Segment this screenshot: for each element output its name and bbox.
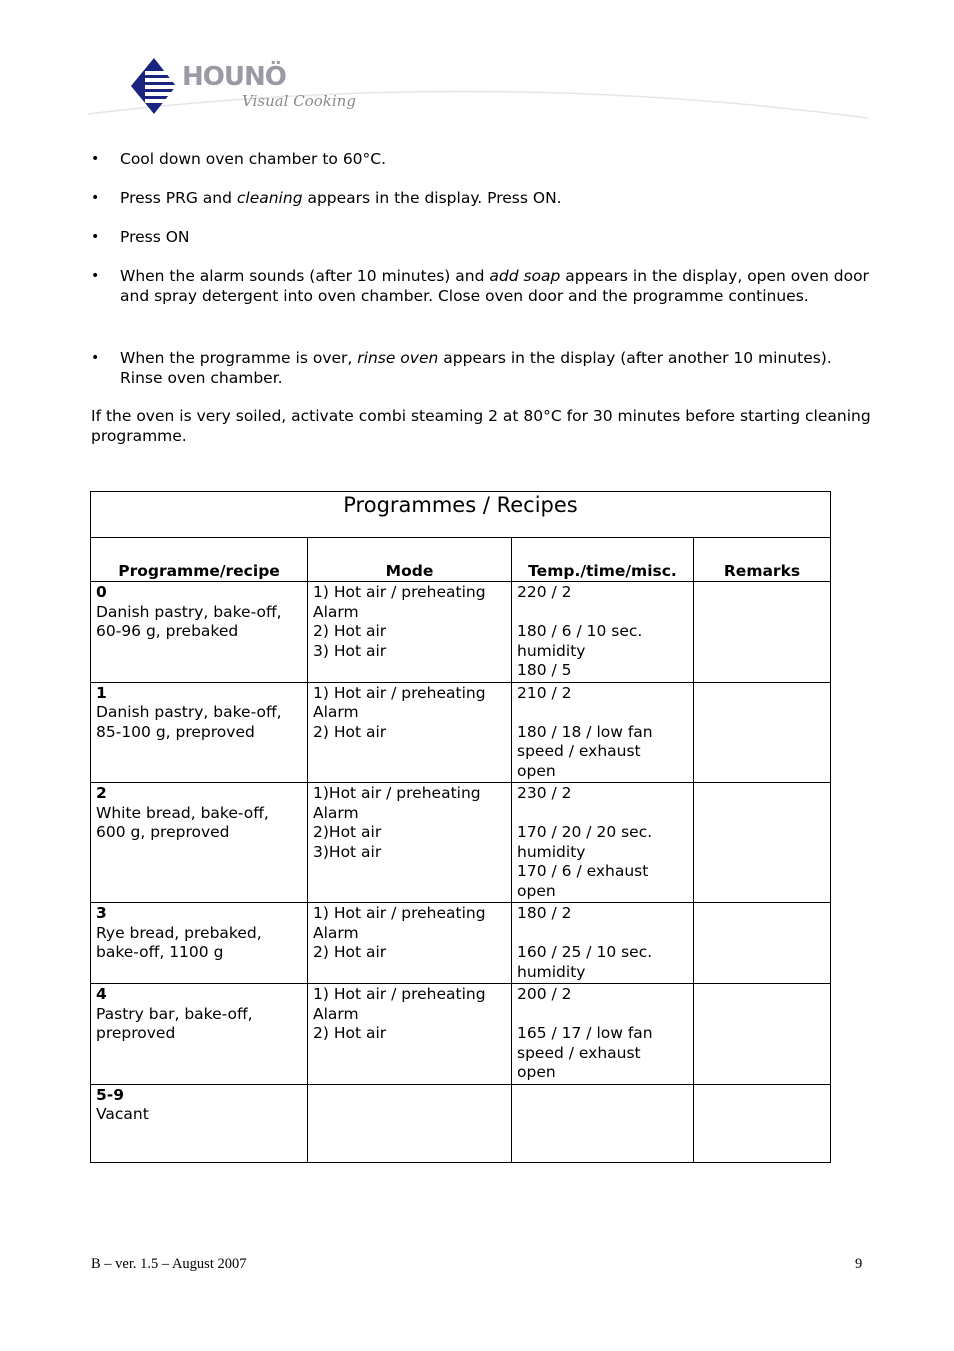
table-row (91, 682, 831, 783)
step-text: appears in the display, open oven door and spray detergent into oven chamber. Close oven door and the programme continues. (120, 267, 869, 305)
recipe-line: 600 g, preproved (96, 823, 230, 841)
temp-line: 170 / 6 / exhaust (517, 862, 649, 880)
temp-line: 220 / 2 (517, 583, 572, 601)
temp-line (517, 603, 688, 623)
display-message: rinse oven (357, 349, 439, 367)
temp-line: humidity (517, 962, 586, 981)
brand-name: HOUNÖ (182, 62, 286, 92)
mode-line: Alarm (313, 923, 359, 942)
temp-cell (512, 984, 694, 1085)
temp-line: 200 / 2 (517, 985, 572, 1003)
mode-line: Alarm (313, 602, 359, 621)
temp-line: open (517, 1063, 556, 1081)
temp-line: open (517, 761, 556, 780)
programme-cell (91, 682, 308, 783)
display-message: cleaning (236, 189, 303, 207)
programme-number: 2 (96, 784, 107, 802)
column-header-programme: Programme/recipe (91, 538, 308, 582)
mode-line: 1) Hot air / preheating (313, 683, 486, 702)
remarks-cell (694, 582, 831, 683)
temp-line: 210 / 2 (517, 683, 572, 702)
temp-line: 165 / 17 / low fan (517, 1024, 653, 1042)
programme-cell (91, 984, 308, 1085)
mode-line: 1) Hot air / preheating (313, 985, 486, 1003)
temp-cell (512, 783, 694, 903)
step-text: Cool down oven chamber to 60°C. (120, 150, 387, 168)
mode-line: 3) Hot air (313, 641, 387, 660)
table-row (91, 1084, 831, 1162)
step-text: When the programme is over, (120, 349, 358, 367)
cleaning-step (91, 150, 386, 170)
mode-cell (308, 1084, 512, 1162)
remarks-cell (694, 903, 831, 984)
programme-number: 5-9 (96, 1085, 125, 1104)
recipe-line: Pastry bar, bake-off, (96, 1004, 253, 1023)
temp-line: 160 / 25 / 10 sec. (517, 943, 653, 961)
step-text: Press PRG and (120, 189, 237, 207)
temp-line: speed / exhaust (517, 742, 641, 760)
display-message: add soap (489, 267, 561, 285)
mode-line: 1) Hot air / preheating (313, 904, 486, 922)
soiled-oven-note: If the oven is very soiled, activate combi steaming 2 at 80°C for 30 minutes before starting cleaning programme. (91, 407, 871, 445)
mode-cell (308, 984, 512, 1085)
cleaning-step (91, 189, 562, 209)
programme-number: 1 (96, 683, 107, 702)
mode-line: Alarm (313, 703, 359, 721)
temp-line (517, 1005, 688, 1025)
step-text: appears in the display. Press ON. (302, 189, 562, 207)
table-row (91, 582, 831, 683)
programme-number: 4 (96, 985, 107, 1003)
recipe-line: bake-off, 1100 g (96, 943, 224, 961)
step-text: When the alarm sounds (after 10 minutes) and (120, 267, 490, 285)
mode-line: 3)Hot air (313, 842, 382, 861)
recipe-line: 60-96 g, prebaked (96, 622, 239, 640)
recipe-line: Vacant (96, 1105, 149, 1123)
mode-cell (308, 682, 512, 783)
temp-line: 180 / 6 / 10 sec. (517, 622, 643, 640)
temp-line: humidity (517, 842, 586, 861)
table-title: Programmes / Recipes (91, 492, 831, 538)
mode-line: Alarm (313, 803, 359, 822)
remarks-cell (694, 1084, 831, 1162)
mode-cell (308, 783, 512, 903)
programme-cell (91, 1084, 308, 1162)
programme-number: 3 (96, 904, 107, 922)
programmes-table-body (91, 582, 831, 1163)
recipe-line: preproved (96, 1024, 176, 1042)
temp-line (517, 703, 688, 723)
temp-line: open (517, 881, 556, 900)
recipe-line: Danish pastry, bake-off, (96, 703, 282, 721)
brand-tagline: Visual Cooking (242, 92, 356, 110)
column-header-remarks: Remarks (694, 538, 831, 582)
mode-line: 2) Hot air (313, 622, 387, 640)
programme-cell (91, 903, 308, 984)
temp-line (517, 924, 688, 944)
recipe-line: Danish pastry, bake-off, (96, 602, 282, 621)
recipe-line: White bread, bake-off, (96, 803, 269, 822)
mode-line: 2) Hot air (313, 943, 387, 961)
column-header-temp: Temp./time/misc. (512, 538, 694, 582)
cleaning-step (91, 228, 190, 248)
step-text: Press ON (120, 228, 190, 246)
temp-line: 230 / 2 (517, 784, 572, 802)
temp-cell (512, 682, 694, 783)
temp-line (517, 804, 688, 824)
mode-line: Alarm (313, 1004, 359, 1023)
programme-cell (91, 783, 308, 903)
programmes-table (90, 491, 831, 1163)
remarks-cell (694, 682, 831, 783)
step-text: appears in the display (after another 10 minutes). Rinse oven chamber. (120, 349, 832, 387)
mode-line: 1)Hot air / preheating (313, 784, 481, 802)
remarks-cell (694, 783, 831, 903)
footer-version: B – ver. 1.5 – August 2007 (91, 1256, 247, 1272)
mode-line: 2) Hot air (313, 722, 387, 741)
cleaning-step (91, 349, 871, 388)
temp-line: speed / exhaust (517, 1043, 641, 1062)
footer-page-number: 9 (855, 1256, 863, 1272)
table-row (91, 783, 831, 903)
mode-cell (308, 903, 512, 984)
mode-line: 2)Hot air (313, 823, 382, 841)
programme-cell (91, 582, 308, 683)
temp-line: 180 / 18 / low fan (517, 722, 653, 741)
temp-cell (512, 582, 694, 683)
mode-line: 2) Hot air (313, 1024, 387, 1042)
temp-line: 170 / 20 / 20 sec. (517, 823, 653, 841)
temp-cell (512, 903, 694, 984)
temp-cell (512, 1084, 694, 1162)
recipe-line: 85-100 g, preproved (96, 722, 255, 741)
programme-number: 0 (96, 583, 107, 601)
temp-line: 180 / 2 (517, 904, 572, 922)
column-header-mode: Mode (308, 538, 512, 582)
table-row (91, 903, 831, 984)
temp-line: humidity (517, 641, 586, 660)
remarks-cell (694, 984, 831, 1085)
mode-cell (308, 582, 512, 683)
cleaning-step (91, 267, 871, 306)
table-row (91, 984, 831, 1085)
temp-line: 180 / 5 (517, 661, 572, 679)
recipe-line: Rye bread, prebaked, (96, 923, 262, 942)
mode-line: 1) Hot air / preheating (313, 583, 486, 601)
